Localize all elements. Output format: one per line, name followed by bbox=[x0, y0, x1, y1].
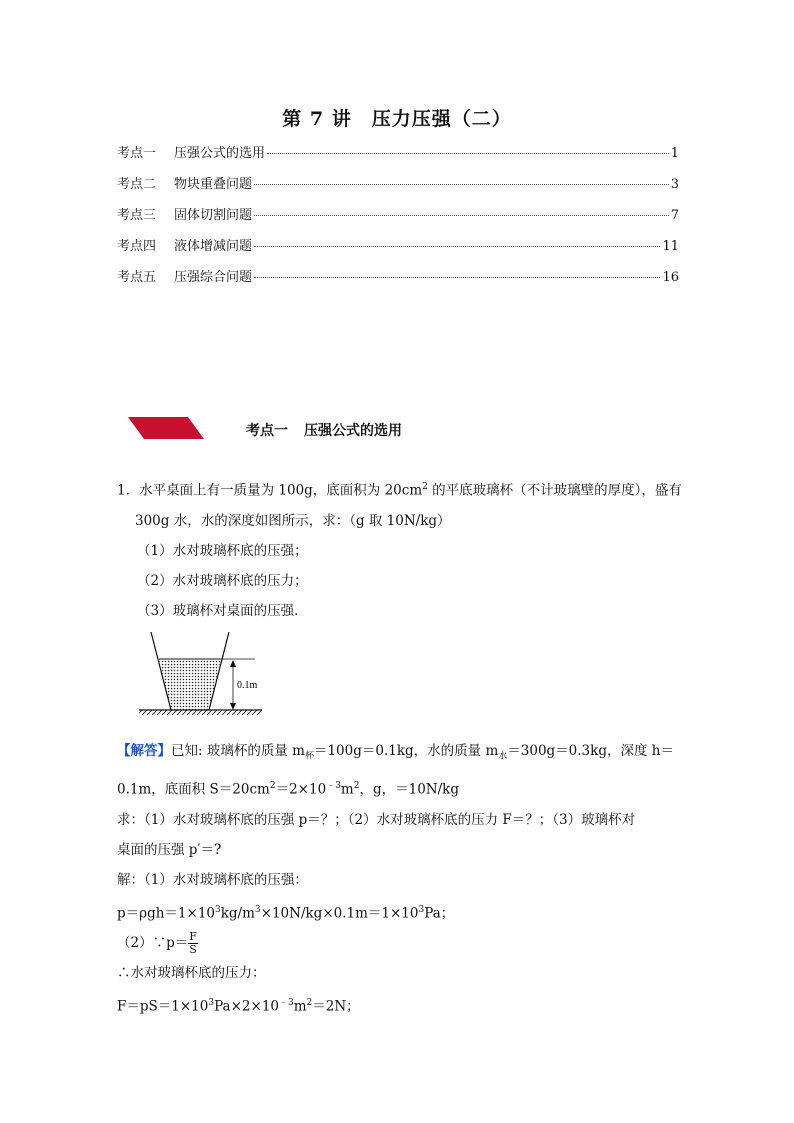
question-line-1: 1．水平桌面上有一质量为 100g，底面积为 $20cm^2$ 的平底玻璃杯（不计玻璃壁的厚度），盛有 bbox=[117, 482, 682, 499]
answer-known-1: 【解答】已知: 玻璃杯的质量 $m_杯=100g=0.1kg$，水的质量 $m_水=300g=0.3kg$，深度 h＝ bbox=[117, 742, 674, 762]
toc-item[interactable] bbox=[117, 173, 679, 204]
answer-ask-1: 求：（1）水对玻璃杯底的压强 p＝？；（2）水对玻璃杯底的压力 F＝？；（3）玻璃杯对 bbox=[117, 811, 636, 828]
toc-item[interactable] bbox=[117, 266, 679, 297]
toc-label: 考点三 bbox=[117, 208, 157, 223]
equation-3: $F=pS=1\times 10^3Pa\times 2\times 10^{﹣3}m^2=2N$； bbox=[117, 998, 360, 1015]
answer-known-2: 0.1m，底面积 $S=20cm^2=2\times 10^{﹣3}m^2$，g，＝10N/kg bbox=[117, 781, 459, 798]
equation-1: $p=\rho gh=1\times 10^3kg/m^3\times 10N/kg\times 0.1m=1\times 10^3Pa$； bbox=[117, 904, 455, 922]
toc-item[interactable] bbox=[117, 142, 679, 173]
beaker-figure bbox=[137, 630, 679, 730]
question-sub-2: （2）水对玻璃杯底的压力； bbox=[137, 572, 308, 589]
question-sub-3: （3）玻璃杯对桌面的压强． bbox=[137, 602, 308, 619]
toc-leader-dots bbox=[267, 153, 669, 154]
toc-name: 压强公式的选用 bbox=[174, 146, 266, 161]
toc-name: 液体增减问题 bbox=[174, 239, 253, 254]
toc-page-number: 3 bbox=[670, 177, 679, 192]
toc-name: 物块重叠问题 bbox=[174, 177, 253, 192]
toc-label: 考点四 bbox=[117, 239, 157, 254]
answer-tag: 【解答】 bbox=[117, 742, 171, 759]
answer-ask-2: 桌面的压强 p′＝? bbox=[117, 841, 222, 858]
toc-leader-dots bbox=[254, 277, 660, 278]
table-of-contents bbox=[117, 142, 679, 297]
toc-label: 考点一 bbox=[117, 146, 157, 161]
toc-page-number: 7 bbox=[670, 208, 679, 223]
section-label: 考点一 bbox=[246, 423, 288, 439]
fraction: $\frac{F}{S}$ bbox=[189, 930, 197, 957]
toc-item[interactable] bbox=[117, 235, 679, 266]
page-title: 第 7 讲 压力压强（二） bbox=[282, 108, 512, 130]
toc-leader-dots bbox=[254, 215, 669, 216]
toc-label: 考点二 bbox=[117, 177, 157, 192]
question-line-2: 300g 水，水的深度如图所示，求：（g 取 10N/kg） bbox=[135, 512, 451, 529]
section-banner bbox=[128, 417, 204, 439]
question-sub-1: （1）水对玻璃杯底的压强； bbox=[137, 542, 308, 559]
therefore-line: ∴水对玻璃杯底的压力： bbox=[117, 965, 266, 982]
toc-item[interactable] bbox=[117, 204, 679, 235]
section-title bbox=[246, 420, 402, 440]
toc-page-number: 1 bbox=[670, 146, 679, 161]
toc-name: 压强综合问题 bbox=[174, 270, 253, 285]
toc-leader-dots bbox=[254, 184, 669, 185]
toc-page-number: 16 bbox=[662, 270, 679, 285]
water-fill bbox=[159, 659, 221, 710]
toc-page-number: 11 bbox=[662, 239, 679, 254]
toc-name: 固体切割问题 bbox=[174, 208, 253, 223]
toc-label: 考点五 bbox=[117, 270, 157, 285]
beaker-diagram bbox=[137, 630, 277, 726]
section-name: 压强公式的选用 bbox=[304, 423, 402, 439]
solution-intro: 解：（1）水对玻璃杯底的压强： bbox=[117, 871, 308, 888]
content bbox=[117, 472, 682, 1022]
depth-label: 0.1m bbox=[237, 679, 258, 691]
equation-2: （2）∵p＝ $\frac{F}{S}$ bbox=[117, 930, 197, 957]
toc-leader-dots bbox=[254, 246, 660, 247]
